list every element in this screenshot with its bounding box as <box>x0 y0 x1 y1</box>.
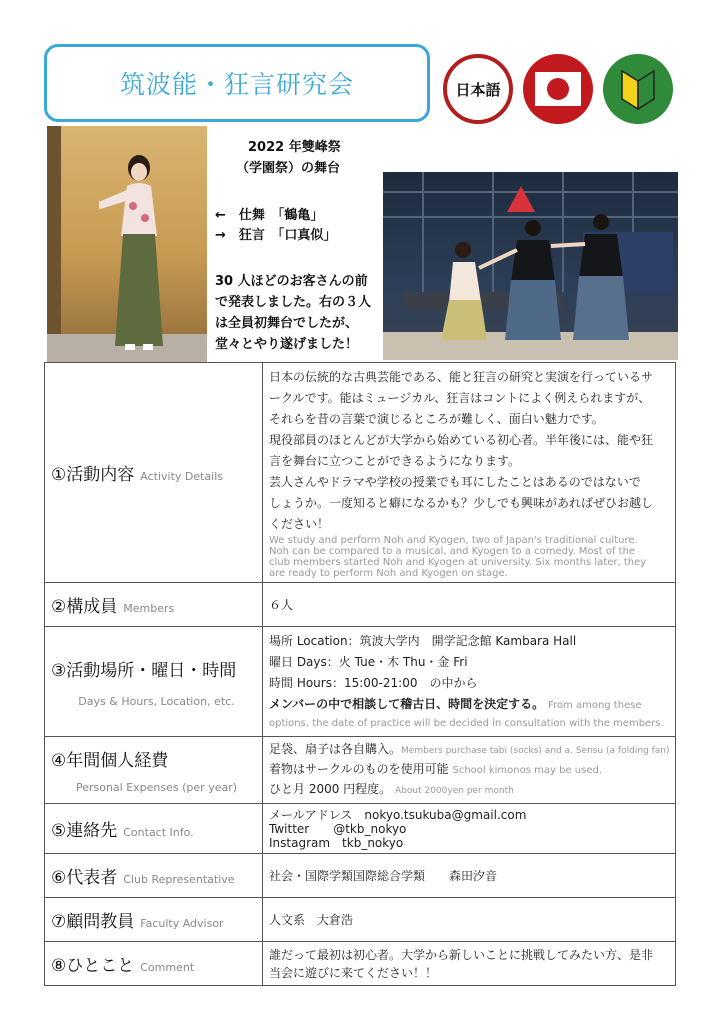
beginner-mark-icon <box>603 54 673 124</box>
place-label: ③活動場所・曜日・時間 <box>51 660 237 681</box>
caption-festival-sub: （学園祭）の舞台 <box>236 161 341 176</box>
place-note-en-1: From among these <box>548 700 642 711</box>
kyogen-stage-photo <box>383 172 678 360</box>
row-comment <box>45 942 676 986</box>
comment-line-2: 当会に遊びに来てください！！ <box>269 965 438 980</box>
row-advisor <box>45 898 676 942</box>
expenses-line2-jp: 着物はサークルのものを使用可能 <box>269 762 449 776</box>
caption-shimai: ← 仕舞 「鶴亀」 <box>215 208 324 223</box>
activity-jp-5: 言を舞台に立つことができるようになります。 <box>269 453 521 468</box>
row-activity <box>45 363 676 583</box>
activity-label-cell <box>45 363 263 583</box>
comment-line-1: 誰だって最初は初心者。大学から新しいことに挑戦してみたい方、是非 <box>269 947 654 962</box>
members-label-cell <box>45 583 263 627</box>
japanese-language-badge: 日本語 <box>443 54 513 124</box>
place-days: 曜日 Days：火 Tue・木 Thu・金 Fri <box>269 655 468 669</box>
expenses-line1-jp: 足袋、扇子は各自購入。 <box>269 742 402 756</box>
activity-label: ①活動内容 <box>51 465 135 485</box>
members-label-en: Members <box>123 602 175 615</box>
activity-jp-1: 日本の伝統的な古典芸能である、能と狂言の研究と実演を行っているサ <box>269 369 654 384</box>
rep-value: 社会・国際学類国際総合学類 森田汐音 <box>263 854 676 898</box>
comment-value-cell <box>263 942 676 986</box>
members-label: ②構成員 <box>51 597 118 617</box>
contact-label: ⑤連絡先 <box>51 821 118 841</box>
club-info-table <box>44 362 676 986</box>
advisor-label: ⑦顧問教員 <box>51 912 135 932</box>
activity-jp-7: しょうか。一度知ると癖になるかも？少しでも興味があればぜひお越し <box>269 495 654 510</box>
club-title-box <box>44 44 430 122</box>
advisor-label-en: Faculty Advisor <box>140 917 224 930</box>
activity-label-en: Activity Details <box>140 470 224 483</box>
expenses-line2-en: School kimonos may be used. <box>452 765 603 776</box>
row-members <box>45 583 676 627</box>
row-contact <box>45 804 676 854</box>
activity-en-4: are ready to perform Noh and Kyogen on stage. <box>269 567 508 579</box>
contact-twitter[interactable]: Twitter @tkb_nokyo <box>269 821 407 836</box>
caption-text-3: は全員初舞台でしたが、 <box>215 316 359 331</box>
caption-festival: 2022 年雙峰祭 <box>248 140 341 155</box>
activity-jp-8: ください！ <box>269 516 330 531</box>
expenses-label-cell <box>45 737 263 804</box>
comment-label-en: Comment <box>140 961 195 974</box>
contact-label-en: Contact Info. <box>123 826 194 839</box>
activity-jp-3: それらを昔の言葉で演じるところが難しく、面白い魅力です。 <box>269 411 604 426</box>
activity-jp-2: ークルです。能はミュージカル、狂言はコントによく例えられますが、 <box>269 390 651 405</box>
expenses-line1-en: Members purchase tabi (socks) and a. Sensu (a folding fan) <box>401 746 670 756</box>
noh-performer-photo <box>47 126 207 362</box>
caption-text-2: で発表しました。右の３人 <box>215 295 372 310</box>
activity-en-1: We study and perform Noh and Kyogen, two of Japan's traditional culture. <box>269 534 638 546</box>
place-hours: 時間 Hours：15:00-21:00 の中から <box>269 676 478 690</box>
row-place <box>45 627 676 737</box>
comment-label-cell <box>45 942 263 986</box>
expenses-label-en: Personal Expenses (per year) <box>75 781 238 794</box>
japan-flag-icon <box>523 54 593 124</box>
members-value: ６人 <box>263 583 676 627</box>
activity-en-2: Noh can be compared to a musical, and Kyogen to a comedy. Most of the <box>269 545 636 557</box>
contact-label-cell <box>45 804 263 854</box>
place-value-cell <box>263 627 676 737</box>
row-rep <box>45 854 676 898</box>
caption-kyogen: → 狂言 「口真似」 <box>215 228 337 243</box>
row-expenses <box>45 737 676 804</box>
rep-label-en: Club Representative <box>123 873 235 886</box>
activity-jp-6: 芸人さんやドラマや学校の授業でも耳にしたことはあるのではないで <box>269 474 641 489</box>
contact-email[interactable]: メールアドレス nokyo.tsukuba@gmail.com <box>269 807 527 822</box>
rep-label: ⑥代表者 <box>51 868 118 888</box>
caption-text-1: 30 人ほどのお客さんの前 <box>215 274 368 289</box>
place-label-cell <box>45 627 263 737</box>
place-note-jp: メンバーの中で相談して稽古日、時間を決定する。 <box>269 697 545 711</box>
activity-jp-4: 現役部員のほとんどが大学から始めている初心者。半年後には、能や狂 <box>269 432 654 447</box>
expenses-value-cell <box>263 737 676 804</box>
comment-label: ⑧ひとこと <box>51 956 135 976</box>
club-title: 筑波能・狂言研究会 <box>119 70 354 99</box>
advisor-label-cell <box>45 898 263 942</box>
contact-instagram[interactable]: Instagram tkb_nokyo <box>269 835 404 850</box>
place-label-en: Days & Hours, Location, etc. <box>78 694 235 708</box>
rep-label-cell <box>45 854 263 898</box>
expenses-line3-en: About 2000yen per month <box>395 786 514 796</box>
place-location: 場所 Location：筑波大学内 開学記念館 Kambara Hall <box>269 634 577 648</box>
expenses-line3-jp: ひと月 2000 円程度。 <box>269 782 392 796</box>
activity-value-cell <box>263 363 676 583</box>
activity-en-3: club members started Noh and Kyogen at university. Six months later, they <box>269 556 647 568</box>
contact-value-cell <box>263 804 676 854</box>
advisor-value: 人文系 大倉浩 <box>263 898 676 942</box>
expenses-label: ④年間個人経費 <box>51 751 169 771</box>
place-note-en-2: options, the date of practice will be decided in consultation with the members. <box>269 718 664 729</box>
caption-text-4: 堂々とやり遂げました！ <box>215 337 359 352</box>
